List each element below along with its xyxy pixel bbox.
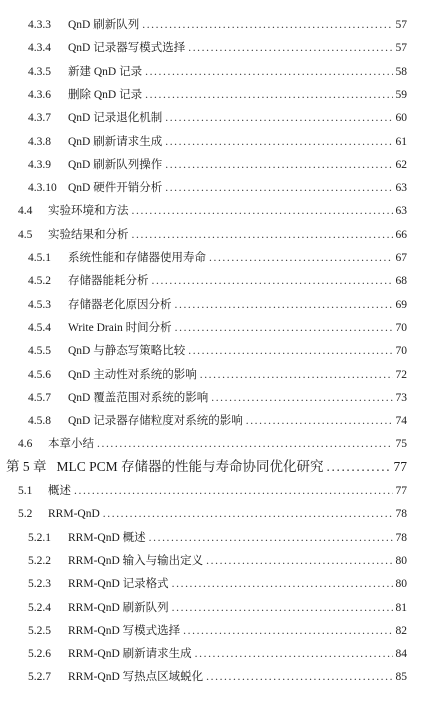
- toc-leader-dots: [175, 321, 393, 335]
- toc-leader-dots: [206, 670, 392, 684]
- toc-entry[interactable]: [0, 601, 431, 615]
- toc-entry-page: 67: [395, 252, 407, 264]
- toc-entry-page: 78: [395, 508, 407, 521]
- toc-entry[interactable]: [0, 484, 431, 498]
- toc-entry-page: 57: [395, 19, 407, 31]
- toc-leader-dots: [142, 18, 392, 32]
- toc-leader-dots: [165, 135, 392, 149]
- toc-entry-title: 删除 QnD 记录: [68, 88, 143, 101]
- toc-leader-dots: [97, 437, 393, 451]
- toc-entry[interactable]: [0, 554, 431, 568]
- toc-entry-number: 5.1: [18, 485, 33, 497]
- toc-entry[interactable]: [0, 507, 431, 521]
- toc-entry[interactable]: [0, 391, 431, 405]
- toc-entry[interactable]: [0, 181, 431, 195]
- toc-entry-page: 74: [395, 415, 407, 428]
- toc-entry-page: 85: [395, 671, 407, 684]
- toc-entry[interactable]: [0, 670, 431, 684]
- toc-entry-number: 5.2.3: [28, 578, 51, 591]
- toc-entry-number: 5.2.7: [28, 671, 51, 684]
- toc-entry-page: 78: [395, 531, 407, 544]
- toc-leader-dots: [200, 368, 393, 382]
- toc-leader-dots: [183, 624, 392, 638]
- toc-entry-number: 4.5.3: [28, 298, 51, 311]
- toc-leader-dots: [132, 228, 393, 242]
- toc-entry-page: 57: [395, 42, 407, 55]
- toc-entry-title: 实验环境和方法: [48, 205, 129, 218]
- toc-entry-page: 60: [395, 112, 407, 125]
- toc-leader-dots: [165, 181, 392, 195]
- toc-leader-dots: [165, 111, 392, 125]
- toc-entry-page: 84: [395, 648, 407, 661]
- toc-entry-title: RRM-QnD 写模式选择: [68, 624, 181, 637]
- toc-entry[interactable]: [0, 41, 431, 55]
- toc-leader-dots: [165, 158, 392, 172]
- toc-entry-number: 5.2.4: [28, 601, 51, 614]
- toc-entry-number: 4.5.5: [28, 345, 51, 358]
- toc-entry-number: 5.2: [18, 508, 33, 521]
- toc-entry-number: 5.2.5: [28, 624, 51, 637]
- toc-entry[interactable]: [0, 531, 431, 545]
- toc-entry-number: 4.6: [18, 438, 33, 451]
- toc-entry-page: 63: [395, 182, 407, 195]
- toc-entry-number: 5.2.1: [28, 531, 51, 544]
- toc-entry[interactable]: [0, 368, 431, 382]
- toc-entry-number: 4.5.4: [28, 321, 51, 334]
- toc-entry-number: 4.4: [18, 205, 33, 218]
- toc-entry-number: 5.2.6: [28, 648, 51, 661]
- toc-leader-dots: [211, 391, 392, 405]
- toc-entry[interactable]: [0, 18, 431, 32]
- toc-entry-title: QnD 记录器存储粒度对系统的影响: [68, 415, 243, 428]
- toc-leader-dots: [206, 554, 392, 568]
- toc-entry-number: 4.3.5: [28, 65, 51, 78]
- toc-entry-number: 4.5.7: [28, 391, 51, 404]
- toc-entry-page: 80: [395, 578, 407, 591]
- toc-entry-title: QnD 刷新队列操作: [68, 158, 163, 171]
- toc-entry-page: 81: [395, 601, 407, 614]
- toc-entry-title: 实验结果和分析: [48, 228, 129, 241]
- toc-entry[interactable]: [0, 274, 431, 288]
- toc-entry-page: 77: [395, 485, 407, 497]
- toc-leader-dots: [188, 344, 392, 358]
- toc-leader-dots: [327, 459, 391, 475]
- toc-entry-title: 存储器能耗分析: [68, 275, 149, 288]
- toc-entry-page: 70: [395, 345, 407, 358]
- toc-entry-title: 系统性能和存储器使用寿命: [68, 252, 206, 264]
- toc-leader-dots: [172, 577, 393, 591]
- toc-entry[interactable]: [0, 321, 431, 335]
- toc-entry-title: MLC PCM 存储器的性能与寿命协同优化研究: [56, 458, 324, 474]
- toc-entry-number: 4.5: [18, 228, 33, 241]
- toc-entry-title: RRM-QnD 刷新请求生成: [68, 648, 192, 661]
- toc-entry-title: QnD 刷新请求生成: [68, 135, 163, 148]
- toc-entry-number: 4.5.8: [28, 415, 51, 428]
- toc-leader-dots: [175, 298, 393, 312]
- toc-entry-page: 63: [395, 205, 407, 218]
- toc-leader-dots: [188, 41, 392, 55]
- toc-leader-dots: [152, 274, 393, 288]
- toc-leader-dots: [195, 647, 393, 661]
- toc-entry[interactable]: [0, 624, 431, 638]
- toc-entry-title: QnD 与静态写策略比较: [68, 345, 186, 358]
- toc-entry[interactable]: [0, 414, 431, 428]
- toc-entry-number: 第 5 章: [6, 458, 47, 474]
- toc-entry-title: QnD 记录退化机制: [68, 112, 163, 125]
- toc-entry[interactable]: [0, 158, 431, 172]
- toc-entry-number: 4.3.9: [28, 158, 51, 171]
- toc-entry[interactable]: [0, 459, 431, 475]
- toc-leader-dots: [172, 601, 393, 615]
- toc-leader-dots: [246, 414, 393, 428]
- toc-entry-title: RRM-QnD 刷新队列: [68, 601, 169, 614]
- toc-entry-title: QnD 覆盖范围对系统的影响: [68, 391, 209, 404]
- toc-entry-page: 68: [395, 275, 407, 288]
- toc-entry-title: RRM-QnD 概述: [68, 531, 146, 544]
- toc-entry-number: 5.2.2: [28, 554, 51, 567]
- toc-entry[interactable]: [0, 577, 431, 591]
- toc-entry-page: 82: [395, 624, 407, 637]
- toc-entry-number: 4.3.7: [28, 112, 51, 125]
- toc-entry-page: 73: [395, 391, 407, 404]
- toc-entry-title: 概述: [48, 485, 71, 497]
- toc-entry-number: 4.5.6: [28, 368, 51, 381]
- toc-entry[interactable]: [0, 135, 431, 149]
- toc-entry-title: QnD 记录器写模式选择: [68, 42, 186, 55]
- toc-entry[interactable]: [0, 298, 431, 312]
- toc-entry-title: RRM-QnD 记录格式: [68, 578, 169, 591]
- toc-entry-title: RRM-QnD 写热点区域蜕化: [68, 671, 204, 684]
- toc-entry-title: RRM-QnD: [48, 508, 100, 521]
- toc-entry-page: 70: [395, 321, 407, 334]
- toc-entry-page: 80: [395, 554, 407, 567]
- toc-entry-title: QnD 刷新队列: [68, 19, 140, 31]
- toc-entry-page: 72: [395, 368, 407, 381]
- toc-leader-dots: [103, 507, 393, 521]
- toc-entry[interactable]: [0, 111, 431, 125]
- toc-leader-dots: [145, 88, 392, 102]
- toc-entry-title: RRM-QnD 输入与输出定义: [68, 554, 204, 567]
- toc-entry-title: 本章小结: [48, 438, 94, 451]
- toc-entry-title: Write Drain 时间分析: [68, 321, 172, 334]
- toc-entry-number: 4.3.3: [28, 19, 51, 31]
- toc-entry-number: 4.5.2: [28, 275, 51, 288]
- toc-entry[interactable]: [0, 647, 431, 661]
- toc-entry[interactable]: [0, 437, 431, 451]
- toc-entry-number: 4.3.10: [28, 182, 57, 195]
- toc-entry[interactable]: [0, 88, 431, 102]
- toc-leader-dots: [149, 531, 393, 545]
- toc-entry-page: 69: [395, 298, 407, 311]
- toc-entry-number: 4.3.6: [28, 88, 51, 101]
- toc-entry-title: 存储器老化原因分析: [68, 298, 172, 311]
- toc-leader-dots: [145, 65, 392, 79]
- toc-entry[interactable]: [0, 204, 431, 218]
- toc-entry[interactable]: [0, 228, 431, 242]
- toc-entry[interactable]: [0, 251, 431, 265]
- toc-entry-title: 新建 QnD 记录: [68, 65, 143, 78]
- toc-leader-dots: [209, 251, 393, 265]
- toc-entry-page: 75: [395, 438, 407, 451]
- toc-entry-title: QnD 主动性对系统的影响: [68, 368, 197, 381]
- toc-entry-page: 61: [395, 135, 407, 148]
- toc-entry-page: 66: [395, 228, 407, 241]
- toc-leader-dots: [74, 484, 393, 498]
- toc-entry[interactable]: [0, 65, 431, 79]
- toc-entry-number: 4.5.1: [28, 252, 51, 264]
- toc-entry-title: QnD 硬件开销分析: [68, 182, 163, 195]
- toc-entry-page: 62: [395, 158, 407, 171]
- toc-entry-number: 4.3.8: [28, 135, 51, 148]
- toc-entry-page: 59: [395, 88, 407, 101]
- toc-entry[interactable]: [0, 344, 431, 358]
- toc-entry-number: 4.3.4: [28, 42, 51, 55]
- toc-leader-dots: [132, 204, 393, 218]
- toc-entry-page: 58: [395, 65, 407, 78]
- toc-entry-page: 77: [393, 458, 407, 474]
